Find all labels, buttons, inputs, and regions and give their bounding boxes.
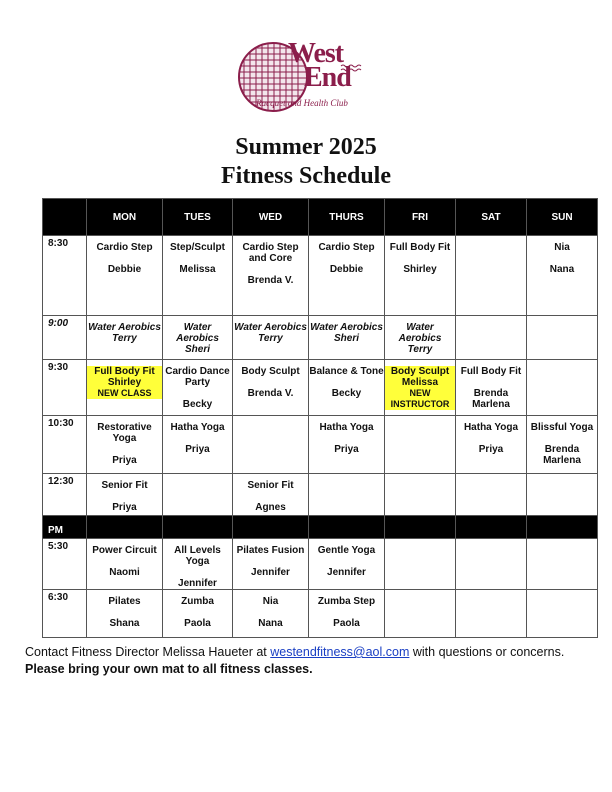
instructor-name: Jennifer: [251, 567, 290, 578]
cell-spacer: [385, 596, 455, 607]
instructor-name: Shirley: [87, 377, 162, 388]
class-name: Pilates: [108, 596, 141, 607]
class-cell: [527, 360, 598, 416]
class-cell: [309, 360, 385, 416]
class-cell: [309, 539, 385, 590]
cell-spacer: [309, 556, 384, 567]
cell-spacer: [163, 388, 232, 399]
class-name: Zumba: [181, 596, 214, 607]
cell-spacer: [233, 377, 308, 388]
class-cell: [385, 360, 456, 416]
class-cell: [456, 416, 527, 474]
cell-spacer: [527, 596, 597, 607]
instructor-name: Priya: [185, 444, 210, 455]
cell-spacer: [309, 607, 384, 618]
instructor-name: Terry: [112, 333, 137, 344]
instructor-name: Jennifer: [327, 567, 366, 578]
cell-spacer: [385, 480, 455, 491]
cell-spacer: [527, 433, 597, 444]
cell-spacer: [87, 444, 162, 455]
cell-spacer: [309, 433, 384, 444]
pm-divider-cell: [233, 516, 309, 539]
cell-spacer: [309, 377, 384, 388]
instructor-name: Brenda V.: [247, 388, 294, 399]
day-header-sun: SUN: [527, 199, 598, 236]
class-name: Balance & Tone: [309, 366, 384, 377]
pm-divider-cell: [309, 516, 385, 539]
class-cell: [87, 416, 163, 474]
class-cell: [233, 416, 309, 474]
page-title: Summer 2025: [235, 134, 377, 160]
instructor-name: Sheri: [333, 333, 359, 344]
class-name: All Levels Yoga: [174, 545, 221, 567]
instructor-name: Brenda Marlena: [543, 444, 581, 466]
logo-word-west: West: [288, 38, 344, 69]
day-header-mon: MON: [87, 199, 163, 236]
class-name: Restorative Yoga: [97, 422, 152, 444]
class-cell: [163, 236, 233, 316]
class-name: Water Aerobics: [398, 322, 442, 344]
cell-spacer: [456, 545, 526, 556]
class-cell: [233, 539, 309, 590]
class-name: Hatha Yoga: [319, 422, 374, 433]
class-cell: [385, 236, 456, 316]
time-cell: 9:00: [43, 316, 87, 360]
class-cell: [385, 416, 456, 474]
cell-spacer: [87, 556, 162, 567]
class-cell: [309, 416, 385, 474]
class-cell: [527, 236, 598, 316]
class-note-badge: NEW INSTRUCTOR: [385, 388, 455, 410]
instructor-name: Debbie: [107, 264, 142, 275]
instructor-name: Melissa: [179, 264, 216, 275]
cell-spacer: [527, 545, 597, 556]
instructor-name: Shana: [109, 618, 140, 629]
class-cell: [527, 590, 598, 638]
class-name: Cardio Dance Party: [165, 366, 230, 388]
day-header-wed: WED: [233, 199, 309, 236]
class-name: Full Body Fit: [87, 366, 162, 377]
schedule-row: [43, 474, 598, 516]
cell-spacer: [87, 491, 162, 502]
cell-spacer: [233, 264, 308, 275]
schedule-row: [43, 236, 598, 316]
schedule-table: [42, 198, 598, 638]
class-name: Blissful Yoga: [530, 422, 594, 433]
class-name: Gentle Yoga: [317, 545, 376, 556]
class-cell: [527, 316, 598, 360]
instructor-name: Paola: [333, 618, 360, 629]
instructor-name: Shirley: [403, 264, 437, 275]
instructor-name: Melissa: [385, 377, 455, 388]
class-cell: [233, 474, 309, 516]
cell-spacer: [87, 607, 162, 618]
class-cell: [527, 539, 598, 590]
pm-divider-cell: [527, 516, 598, 539]
class-cell: [456, 316, 527, 360]
class-cell: [87, 360, 163, 416]
pm-divider-cell: [87, 516, 163, 539]
class-cell: [456, 539, 527, 590]
time-cell: 12:30: [43, 474, 87, 516]
instructor-name: Brenda V.: [247, 275, 294, 286]
day-header-sat: SAT: [456, 199, 527, 236]
cell-spacer: [309, 480, 384, 491]
class-cell: [385, 539, 456, 590]
pm-label: PM: [43, 516, 87, 539]
class-name: Nia: [262, 596, 279, 607]
cell-spacer: [233, 556, 308, 567]
instructor-name: Terry: [407, 344, 433, 355]
cell-spacer: [456, 596, 526, 607]
class-cell: [163, 590, 233, 638]
instructor-name: Paola: [184, 618, 211, 629]
cell-spacer: [233, 491, 308, 502]
class-cell: [163, 416, 233, 474]
class-cell: [456, 590, 527, 638]
instructor-name: Agnes: [255, 502, 286, 513]
pm-divider-cell: [456, 516, 527, 539]
class-name: Cardio Step: [96, 242, 153, 253]
cell-spacer: [456, 433, 526, 444]
instructor-name: Becky: [182, 399, 213, 410]
contact-suffix: with questions or concerns.: [409, 645, 565, 659]
instructor-name: Nana: [258, 618, 283, 629]
class-name: Zumba Step: [317, 596, 376, 607]
page-subtitle: Fitness Schedule: [220, 163, 391, 189]
pm-divider-cell: [163, 516, 233, 539]
cell-spacer: [456, 242, 526, 253]
cell-spacer: [385, 253, 455, 264]
class-cell: [163, 539, 233, 590]
logo-word-end: End: [304, 62, 351, 93]
class-cell: [385, 590, 456, 638]
instructor-name: Priya: [112, 502, 137, 513]
logo-speed-lines: [340, 64, 362, 73]
cell-spacer: [527, 480, 597, 491]
logo-tagline: Racquet and Health Club: [256, 98, 348, 108]
class-name: Hatha Yoga: [463, 422, 519, 433]
instructor-name: Priya: [478, 444, 504, 455]
instructor-name: Nana: [549, 264, 575, 275]
class-cell: [163, 316, 233, 360]
class-name: Water Aerobics: [88, 322, 161, 333]
class-cell: [233, 236, 309, 316]
instructor-name: Priya: [334, 444, 359, 455]
cell-spacer: [385, 422, 455, 433]
class-cell: [309, 590, 385, 638]
pm-divider-row: [43, 516, 598, 539]
time-cell: 6:30: [43, 590, 87, 638]
schedule-row: [43, 360, 598, 416]
class-name: Senior Fit: [101, 480, 148, 491]
schedule-row: [43, 590, 598, 638]
cell-spacer: [527, 253, 597, 264]
class-cell: [309, 316, 385, 360]
class-cell: [527, 474, 598, 516]
instructor-name: Debbie: [329, 264, 364, 275]
time-cell: 5:30: [43, 539, 87, 590]
class-name: Water Aerobics: [176, 322, 219, 344]
class-cell: [385, 474, 456, 516]
cell-spacer: [456, 480, 526, 491]
class-name: Full Body Fit: [460, 366, 522, 377]
day-header-fri: FRI: [385, 199, 456, 236]
cell-spacer: [233, 422, 308, 433]
class-cell: [233, 316, 309, 360]
instructor-name: Jennifer: [178, 578, 217, 589]
class-cell: [456, 360, 527, 416]
cell-spacer: [527, 366, 597, 377]
schedule-row: [43, 416, 598, 474]
header-row: [43, 199, 598, 236]
class-cell: [87, 316, 163, 360]
class-cell: [309, 236, 385, 316]
contact-line: [25, 645, 564, 659]
class-name: Body Sculpt: [385, 366, 455, 377]
class-name: Senior Fit: [247, 480, 294, 491]
cell-spacer: [163, 567, 232, 578]
contact-prefix: Contact Fitness Director Melissa Haueter at: [25, 645, 271, 659]
time-cell: 9:30: [43, 360, 87, 416]
cell-spacer: [163, 433, 232, 444]
class-cell: [163, 474, 233, 516]
cell-spacer: [385, 545, 455, 556]
cell-spacer: [163, 607, 232, 618]
class-cell: [233, 590, 309, 638]
instructor-name: Becky: [331, 388, 362, 399]
class-cell: [527, 416, 598, 474]
class-note-badge: NEW CLASS: [87, 388, 162, 399]
class-name: Nia: [554, 242, 570, 253]
class-name: Water Aerobics: [310, 322, 383, 333]
instructor-name: Priya: [112, 455, 137, 466]
cell-spacer: [233, 607, 308, 618]
cell-spacer: [456, 377, 526, 388]
class-name: Cardio Step and Core: [242, 242, 299, 264]
class-cell: [87, 539, 163, 590]
class-cell: [163, 360, 233, 416]
class-cell: [87, 474, 163, 516]
class-cell: [87, 236, 163, 316]
instructor-name: Sheri: [184, 344, 210, 355]
instructor-name: Brenda Marlena: [472, 388, 510, 410]
class-cell: [87, 590, 163, 638]
class-name: Full Body Fit: [389, 242, 451, 253]
class-cell: [309, 474, 385, 516]
class-name: Hatha Yoga: [170, 422, 225, 433]
cell-spacer: [163, 253, 232, 264]
class-name: Pilates Fusion: [236, 545, 305, 556]
time-cell: 8:30: [43, 236, 87, 316]
class-cell: [456, 236, 527, 316]
class-cell: [385, 316, 456, 360]
cell-spacer: [309, 253, 384, 264]
instructor-name: Terry: [258, 333, 283, 344]
email-link[interactable]: westendfitness@aol.com: [270, 645, 410, 659]
class-cell: [233, 360, 309, 416]
class-name: Power Circuit: [92, 545, 157, 556]
instructor-name: Naomi: [109, 567, 140, 578]
day-header-tues: TUES: [163, 199, 233, 236]
class-name: Water Aerobics: [234, 322, 307, 333]
class-cell: [456, 474, 527, 516]
class-name: Step/Sculpt: [169, 242, 225, 253]
day-header-thurs: THURS: [309, 199, 385, 236]
cell-spacer: [163, 480, 232, 491]
time-cell: 10:30: [43, 416, 87, 474]
header-corner: [43, 199, 87, 236]
pm-divider-cell: [385, 516, 456, 539]
class-name: Cardio Step: [318, 242, 375, 253]
class-name: Body Sculpt: [241, 366, 300, 377]
mat-note: Please bring your own mat to all fitness classes.: [25, 662, 313, 676]
club-logo: [236, 38, 368, 116]
cell-spacer: [87, 253, 162, 264]
schedule-row: [43, 316, 598, 360]
schedule-row: [43, 539, 598, 590]
